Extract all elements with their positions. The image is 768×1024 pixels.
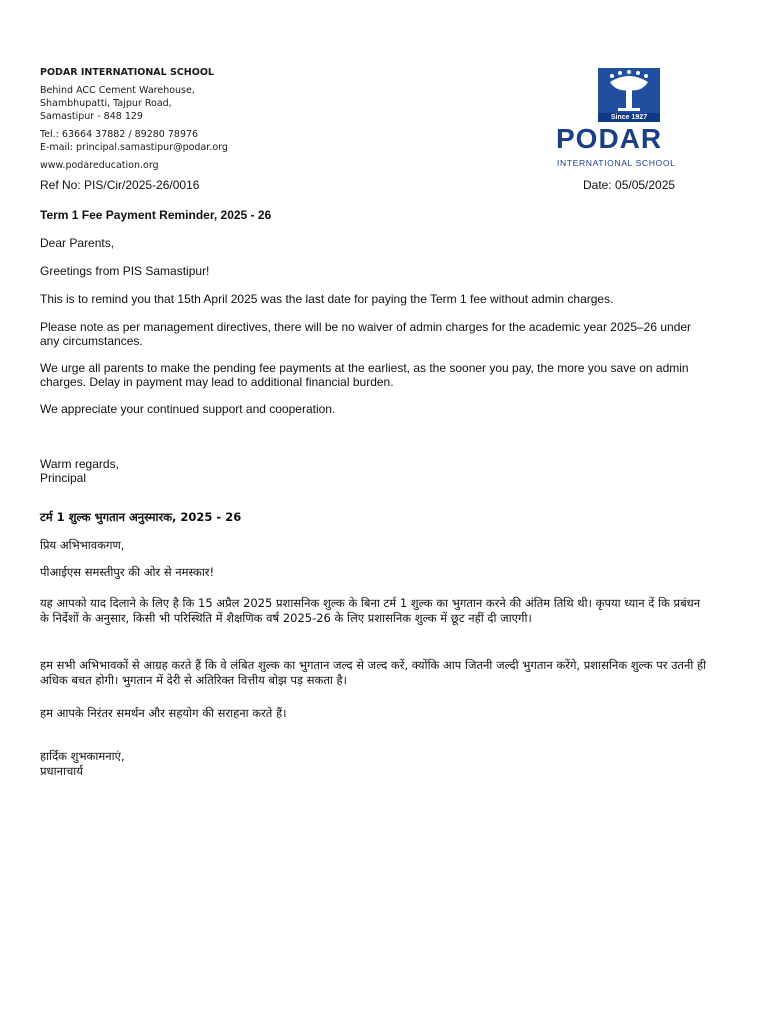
paragraph-no-waiver: Please note as per management directives, there will be no waiver of admin charges for the academic year 2025–26 under any circumstances. — [40, 320, 692, 348]
school-logo — [556, 68, 701, 170]
reference-number: Ref No: PIS/Cir/2025-26/0016 — [40, 178, 200, 192]
address-line: Shambhupatti, Tajpur Road, — [40, 98, 172, 109]
hindi-greeting: पीआईएस समस्तीपुर की ओर से नमस्कार! — [40, 565, 215, 579]
hindi-paragraph-appreciation: हम आपके निरंतर समर्थन और सहयोग की सराहना करते हैं। — [40, 706, 287, 720]
school-name: PODAR INTERNATIONAL SCHOOL — [40, 67, 214, 78]
address-line: Behind ACC Cement Warehouse, — [40, 85, 195, 96]
paragraph-reminder: This is to remind you that 15th April 2025 was the last date for paying the Term 1 fee without admin charges. — [40, 292, 614, 306]
hindi-salutation: प्रिय अभिभावकगण, — [40, 538, 125, 552]
signatory: Principal — [40, 471, 87, 485]
address-line: Samastipur - 848 129 — [40, 111, 143, 122]
hindi-paragraph-reminder: यह आपको याद दिलाने के लिए है कि 15 अप्रैल 2025 प्रशासनिक शुल्क के बिना टर्म 1 शुल्क का भुगतान करने की अंतिम तिथि थी। कृपया ध्यान दें कि प्रबंधन के निर्देशों के अनुसार, किसी भी परिस्थिति में शैक्षणिक वर्ष 2025-26 के लिए प्रशासनिक शुल्क में छूट नहीं दी जाएगी। — [40, 596, 701, 625]
hindi-subject: टर्म 1 शुल्क भुगतान अनुस्मारक, 2025 - 26 — [40, 510, 242, 524]
website: www.podareducation.org — [40, 160, 159, 171]
logo-since: Since 1927 — [598, 113, 660, 122]
paragraph-urge: We urge all parents to make the pending fee payments at the earliest, as the sooner you pay, the more you save on admin charges. Delay in payment may lead to additional financial burden. — [40, 361, 689, 389]
logo-subtitle: INTERNATIONAL SCHOOL — [557, 158, 676, 168]
greeting: Greetings from PIS Samastipur! — [40, 264, 210, 278]
letter-date: Date: 05/05/2025 — [583, 178, 676, 192]
telephone: Tel.: 63664 37882 / 89280 78976 — [40, 129, 199, 140]
logo-brand: PODAR — [556, 123, 663, 154]
closing: Warm regards, — [40, 457, 119, 471]
hindi-paragraph-urge: हम सभी अभिभावकों से आग्रह करते हैं कि वे लंबित शुल्क का भुगतान जल्द से जल्द करें, क्योंकि आप जितनी जल्दी भुगतान करेंगे, प्रशासनिक शुल्क पर उतनी ही अधिक बचत होगी। भुगतान में देरी से अतिरिक्त वित्तीय बोझ पड़ सकता है। — [40, 658, 707, 687]
salutation: Dear Parents, — [40, 236, 115, 250]
hindi-signatory: प्रधानाचार्य — [40, 764, 83, 778]
school-address-block — [40, 66, 300, 172]
email: E-mail: principal.samastipur@podar.org — [40, 142, 228, 153]
letter-subject: Term 1 Fee Payment Reminder, 2025 - 26 — [40, 208, 272, 222]
hindi-closing: हार्दिक शुभकामनाएं, — [40, 749, 125, 763]
paragraph-appreciation: We appreciate your continued support and cooperation. — [40, 402, 336, 416]
